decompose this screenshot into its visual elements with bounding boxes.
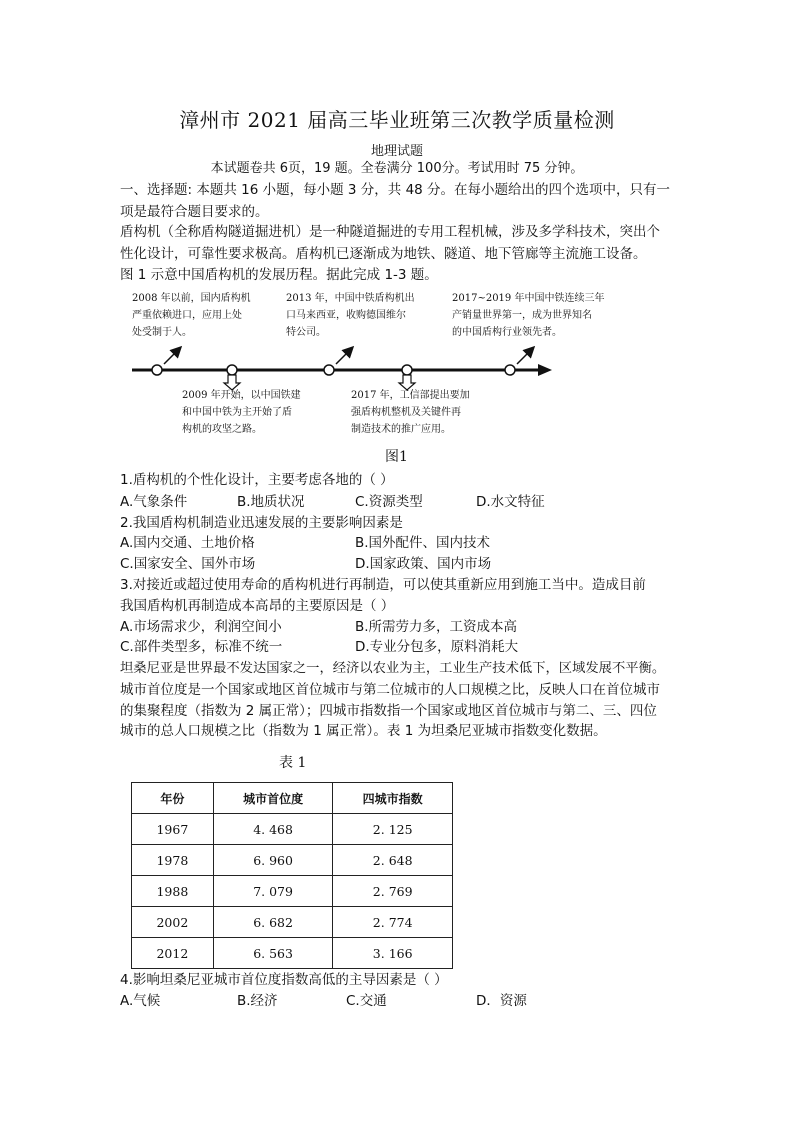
column-header-four-city: 四城市指数 [333,783,453,814]
timeline-node [402,365,412,375]
table-cell: 4. 468 [213,814,333,845]
table-cell: 3. 166 [333,938,453,969]
q3-option-a[interactable]: A.市场需求少，利润空间小 [120,619,282,635]
q1-option-a[interactable]: A.气象条件 [120,494,188,510]
question-3-stem-line1: 3.对接近或超过使用寿命的盾构机进行再制造，可以使其重新应用到施工当中。造成目前 [120,577,646,593]
table-cell: 1967 [132,814,214,845]
table-row [132,907,453,938]
table-cell: 2002 [132,907,214,938]
figure-timeline [120,286,680,464]
question-1-stem: 1.盾构机的个性化设计，主要考虑各地的（ ） [120,472,394,488]
passage2-line2: 城市首位度是一个国家或地区首位城市与第二位城市的人口规模之比，反映人口在首位城市 [120,682,660,698]
timeline-node [152,365,162,375]
timeline-event-2008: 2008 年以前，国内盾构机 严重依赖进口，应用上处 处受制于人。 [132,293,251,338]
q2-option-c[interactable]: C.国家安全、国外市场 [120,556,256,572]
passage2-line4: 城市的总人口规模之比（指数为 1 属正常）。表 1 为坦桑尼亚城市指数变化数据。 [120,723,607,739]
timeline-node [505,365,515,375]
city-index-table [131,782,453,969]
section-heading-line1: 一、选择题: 本题共 16 小题，每小题 3 分，共 48 分。在每小题给出的四个选项中，只有一 [120,182,671,198]
table-cell: 6. 563 [213,938,333,969]
column-header-year: 年份 [132,783,214,814]
figure-caption: 图1 [385,449,408,465]
timeline-node [227,365,237,375]
section-heading-line2: 项是最符合题目要求的。 [120,204,269,220]
timeline-event-2009: 2009 年开始，以中国铁建 和中国中铁为主开始了盾 构机的攻坚之路。 [182,390,301,435]
passage2-line3: 的集聚程度（指数为 2 属正常）；四城市指数指一个国家或地区首位城市与第二、三、四位 [120,703,657,719]
table-cell: 7. 079 [213,876,333,907]
table-header-row [132,783,453,814]
table-caption: 表 1 [279,755,307,771]
exam-info: 本试题卷共 6页，19 题。全卷满分 100分。考试用时 75 分钟。 [210,161,584,176]
question-3-stem-line2: 我国盾构机再制造成本高昂的主要原因是（ ） [120,598,395,614]
passage2-line1: 坦桑尼亚是世界最不发达国家之一，经济以农业为主，工业生产技术低下，区域发展不平衡。 [120,661,666,676]
pointer-arrow-icon [517,348,533,364]
q2-option-d[interactable]: D.国家政策、国内市场 [355,556,492,572]
q2-option-b[interactable]: B.国外配件、国内技术 [355,535,491,551]
q4-option-a[interactable]: A.气候 [120,993,161,1009]
passage1-line2: 性化设计，可靠性要求极高。盾构机已逐渐成为地铁、隧道、地下管廊等主流施工设备。 [120,246,647,262]
exam-title: 漳州市 2021 届高三毕业班第三次教学质量检测 [179,108,615,132]
table-cell: 6. 960 [213,845,333,876]
timeline-event-2017-2019: 2017~2019 年中国中铁连续三年 产销量世界第一，成为世界知名 的中国盾构行业领先者。 [452,293,605,338]
table-row [132,876,453,907]
q3-option-d[interactable]: D.专业分包多，原料消耗大 [355,639,519,655]
q4-option-c[interactable]: C.交通 [346,993,387,1009]
timeline-node [324,365,334,375]
table-row [132,845,453,876]
question-4-stem: 4.影响坦桑尼亚城市首位度指数高低的主导因素是（ ） [120,972,448,988]
table-cell: 2. 769 [333,876,453,907]
table-cell: 6. 682 [213,907,333,938]
passage1-line3: 图 1 示意中国盾构机的发展历程。据此完成 1-3 题。 [120,267,438,283]
q3-option-b[interactable]: B.所需劳力多，工资成本高 [355,619,518,635]
passage1-line1: 盾构机（全称盾构隧道掘进机）是一种隧道掘进的专用工程机械，涉及多学科技术，突出个 [120,224,660,240]
question-2-stem: 2.我国盾构机制造业迅速发展的主要影响因素是 [120,515,403,531]
table-cell: 2. 774 [333,907,453,938]
table-cell: 1988 [132,876,214,907]
table-row [132,814,453,845]
column-header-primacy: 城市首位度 [213,783,333,814]
q2-option-a[interactable]: A.国内交通、土地价格 [120,535,255,551]
timeline-arrowhead-icon [538,364,552,376]
q1-option-b[interactable]: B.地质状况 [237,494,305,510]
pointer-arrow-icon [164,348,180,364]
q4-option-d[interactable]: D．资源 [476,993,527,1009]
subject-title: 地理试题 [370,144,423,159]
q1-option-d[interactable]: D.水文特征 [476,494,545,510]
data-table [131,782,453,969]
timeline-event-2017: 2017 年，工信部提出要加 强盾构机整机及关键件再 制造技术的推广应用。 [351,390,470,435]
pointer-arrow-icon [336,348,352,364]
table-cell: 2012 [132,938,214,969]
table-cell: 1978 [132,845,214,876]
q1-option-c[interactable]: C.资源类型 [355,494,423,510]
q4-option-b[interactable]: B.经济 [237,993,278,1009]
table-cell: 2. 648 [333,845,453,876]
table-cell: 2. 125 [333,814,453,845]
q3-option-c[interactable]: C.部件类型多，标准不统一 [120,639,283,655]
table-row [132,938,453,969]
timeline-event-2013: 2013 年，中国中铁盾构机出 口马来西亚，收购德国维尔 特公司。 [286,293,415,338]
